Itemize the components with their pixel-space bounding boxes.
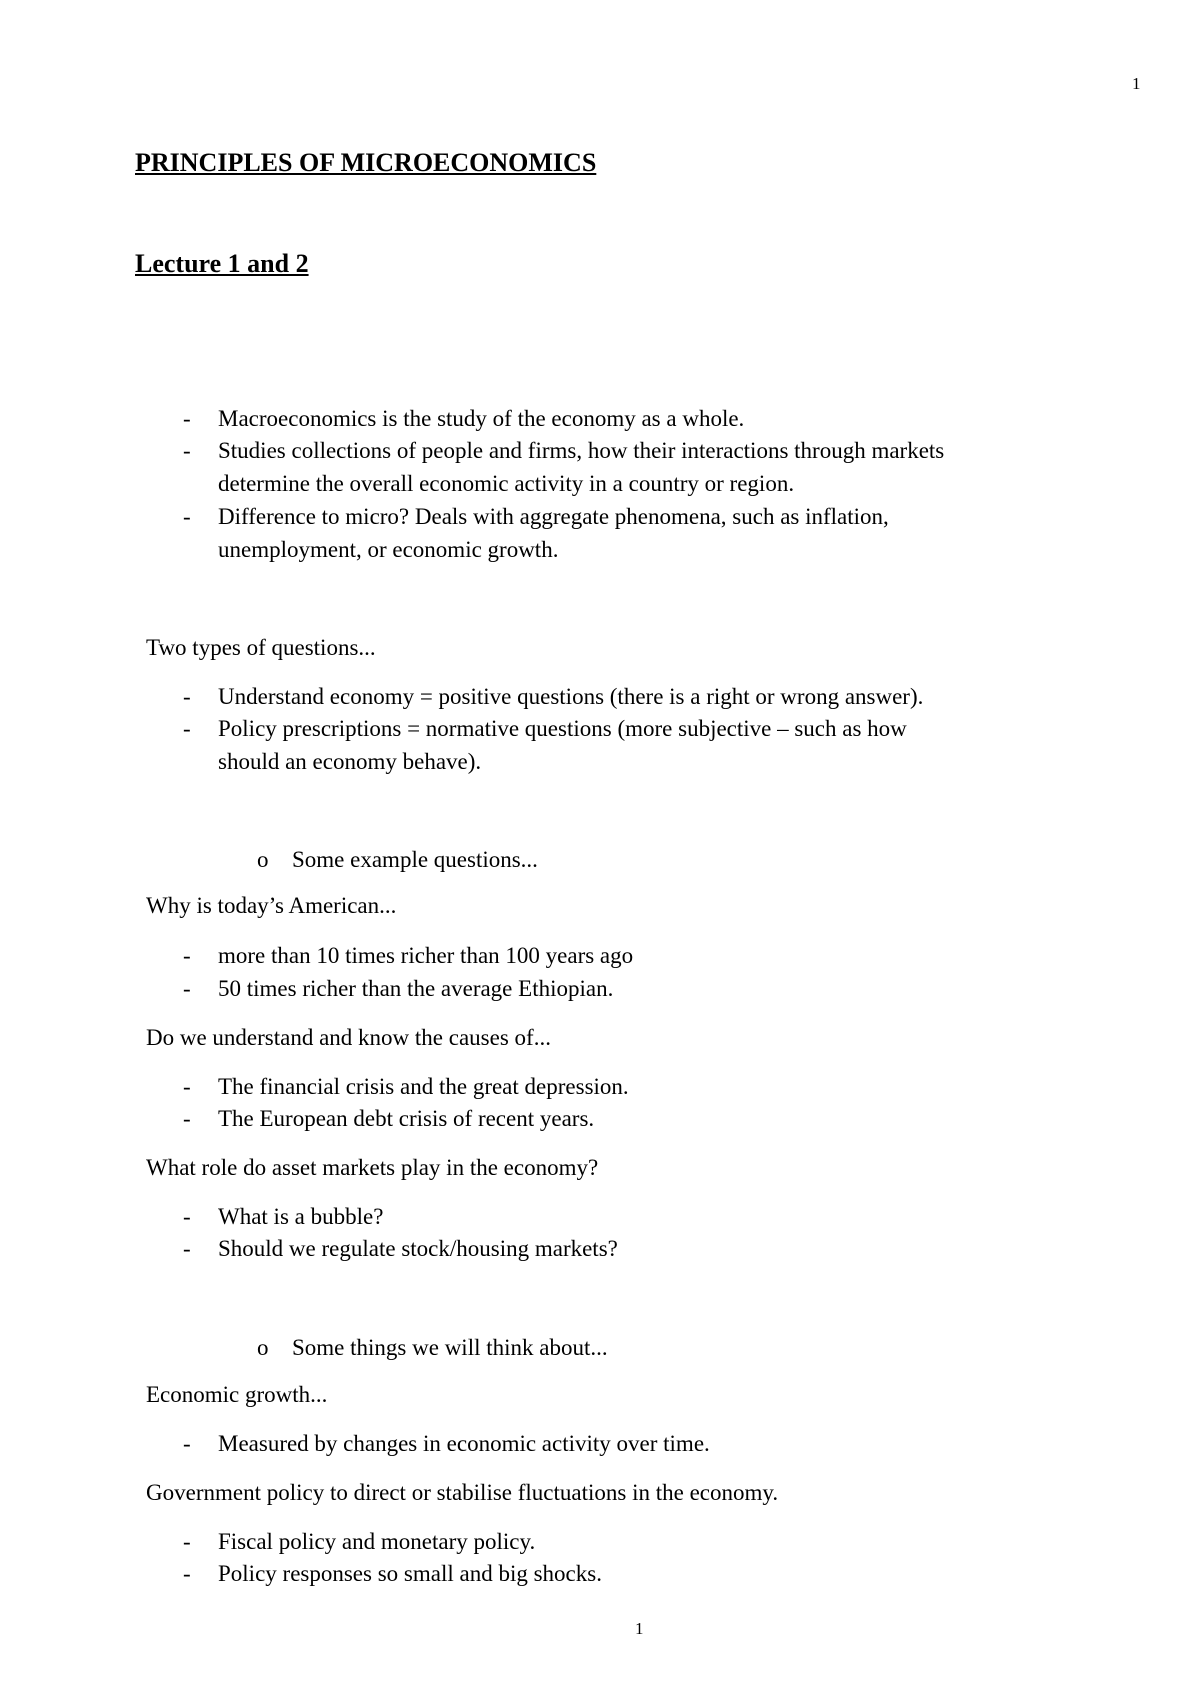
list-item-text: Understand economy = positive questions (there is a right or wrong answer).	[218, 684, 924, 709]
list-item-text: Fiscal policy and monetary policy.	[218, 1529, 536, 1554]
dash-bullet: -	[183, 1074, 191, 1099]
list-item-text: Some things we will think about...	[292, 1335, 608, 1360]
list-item-text: Measured by changes in economic activity over time.	[218, 1431, 710, 1456]
document-title: PRINCIPLES OF MICROECONOMICS	[135, 148, 597, 177]
dash-bullet: -	[183, 406, 191, 431]
list-item-text: Macroeconomics is the study of the economy as a whole.	[218, 406, 745, 431]
section-heading: What role do asset markets play in the economy?	[146, 1155, 599, 1180]
dash-bullet: -	[183, 438, 191, 463]
list-item-text: Difference to micro? Deals with aggregate phenomena, such as inflation,	[218, 504, 889, 529]
page-number-top: 1	[1132, 74, 1141, 93]
dash-bullet: -	[183, 1431, 191, 1456]
dash-bullet: -	[183, 1204, 191, 1229]
dash-bullet: -	[183, 1529, 191, 1554]
dash-bullet: -	[183, 684, 191, 709]
dash-bullet: -	[183, 1236, 191, 1261]
list-item-text: The European debt crisis of recent years.	[218, 1106, 595, 1131]
list-item-text: Some example questions...	[292, 847, 538, 872]
circle-bullet-icon: o	[257, 1335, 269, 1360]
dash-bullet: -	[183, 1106, 191, 1131]
section-heading: Economic growth...	[146, 1382, 328, 1407]
list-item-text: determine the overall economic activity in a country or region.	[218, 471, 795, 496]
page-number-bottom: 1	[635, 1619, 644, 1638]
list-item-text: more than 10 times richer than 100 years ago	[218, 943, 634, 968]
list-item-text: Policy prescriptions = normative questions (more subjective – such as how	[218, 716, 907, 741]
list-item-text: unemployment, or economic growth.	[218, 537, 559, 562]
dash-bullet: -	[183, 504, 191, 529]
dash-bullet: -	[183, 976, 191, 1001]
section-heading: Government policy to direct or stabilise fluctuations in the economy.	[146, 1480, 779, 1505]
circle-bullet-icon: o	[257, 847, 269, 872]
lecture-subtitle: Lecture 1 and 2	[135, 249, 309, 278]
list-item-text: should an economy behave).	[218, 749, 482, 774]
list-item-text: Policy responses so small and big shocks.	[218, 1561, 602, 1586]
list-item-text: Should we regulate stock/housing markets?	[218, 1236, 618, 1261]
list-item-text: Studies collections of people and firms, how their interactions through markets	[218, 438, 945, 463]
list-item-text: The financial crisis and the great depression.	[218, 1074, 629, 1099]
list-item-text: What is a bubble?	[218, 1204, 384, 1229]
list-item-text: 50 times richer than the average Ethiopian.	[218, 976, 614, 1001]
section-heading: Why is today’s American...	[146, 893, 397, 918]
dash-bullet: -	[183, 943, 191, 968]
dash-bullet: -	[183, 716, 191, 741]
section-heading: Two types of questions...	[146, 635, 376, 660]
dash-bullet: -	[183, 1561, 191, 1586]
section-heading: Do we understand and know the causes of...	[146, 1025, 551, 1050]
